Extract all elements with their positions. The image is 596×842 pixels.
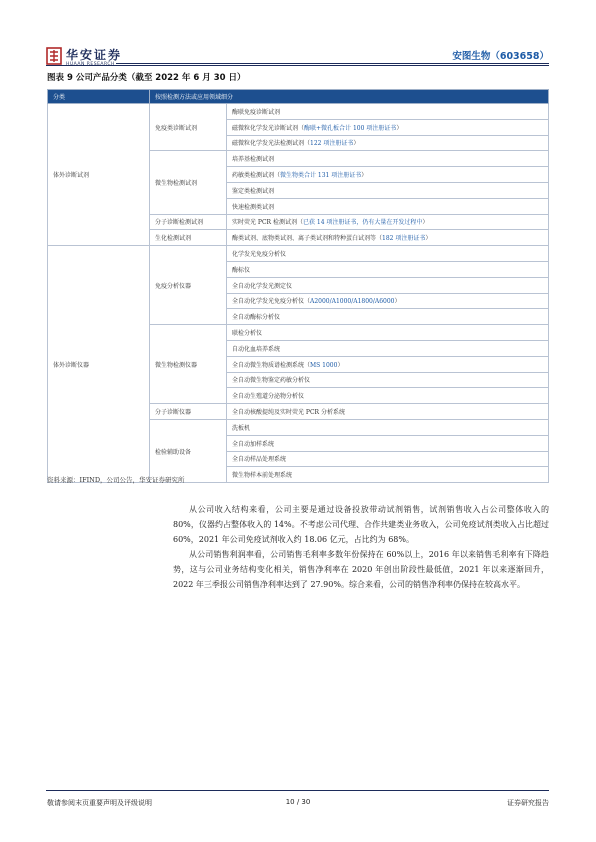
category-cell: 体外诊断仪器 — [48, 246, 150, 483]
company-ticker: 安图生物（603658） — [452, 51, 549, 62]
product-cell: 全自动酶标分析仪 — [227, 309, 549, 325]
subcategory-cell: 免疫类诊断试剂 — [150, 104, 227, 151]
disclaimer-note: 敬请参阅末页重要声明及评级说明 — [47, 799, 152, 807]
table-row — [48, 246, 549, 262]
product-cell: 微生物样本前处理系统 — [227, 467, 549, 483]
product-cell: 鉴定类检测试剂 — [227, 182, 549, 198]
huaan-logo-icon — [46, 47, 62, 65]
product-cell: 酶类试剂、底物类试剂、离子类试剂和特种蛋白试剂等（182 项注册证书） — [227, 230, 549, 246]
product-cell: 洗板机 — [227, 419, 549, 435]
category-cell: 体外诊断试剂 — [48, 104, 150, 246]
subcategory-cell: 分子诊断仪器 — [150, 404, 227, 420]
body-text — [173, 502, 549, 592]
subcategory-cell: 生化检测试剂 — [150, 230, 227, 246]
subcategory-cell: 分子诊断检测试剂 — [150, 214, 227, 230]
product-cell: 全自动核酸提纯及实时荧光 PCR 分析系统 — [227, 404, 549, 420]
product-cell: 药敏类检测试剂（微生物类合计 131 项注册证书） — [227, 167, 549, 183]
header-subdivision: 按照检测方法或应用领域细分 — [150, 90, 549, 104]
product-cell: 实时荧光 PCR 检测试剂（已获 14 项注册证书，仍有大量在开发过程中） — [227, 214, 549, 230]
logo-text: 华安证券 — [66, 48, 123, 62]
product-cell: 化学发光免疫分析仪 — [227, 246, 549, 262]
product-cell: 酶联免疫诊断试剂 — [227, 104, 549, 120]
product-cell: 快速检测类试剂 — [227, 198, 549, 214]
product-cell: 全自动加样系统 — [227, 435, 549, 451]
logo-subtext: HUAAN RESEARCH — [66, 62, 115, 67]
footer-divider — [46, 790, 549, 791]
product-cell: 联检分析仪 — [227, 325, 549, 341]
table-header-row — [48, 90, 549, 104]
product-cell: 全自动生殖道分泌物分析仪 — [227, 388, 549, 404]
paragraph: 从公司销售利润率看，公司销售毛利率多数年份保持在 60%以上，2016 年以来销售毛利率有下降趋势，这与公司业务结构变化相关，销售净利率在 2020 年创出阶段性最低值，2021 年以来逐渐回升，2022 年三季报公司销售净利率达到了 27.90%。综合来看，公司的销售净利率仍保持在较高水平。 — [173, 550, 549, 589]
page-number: 10 / 30 — [285, 798, 311, 806]
product-cell: 酶标仪 — [227, 261, 549, 277]
product-classification-table — [47, 89, 549, 483]
product-cell: 全自动化学发光免疫分析仪（A2000/A1000/A1800/A6000） — [227, 293, 549, 309]
table-caption: 图表 9 公司产品分类（截至 2022 年 6 月 30 日） — [47, 73, 246, 83]
subcategory-cell: 免疫分析仪器 — [150, 246, 227, 325]
table-row — [48, 104, 549, 120]
product-cell: 磁微粒化学发光法检测试剂（122 项注册证书） — [227, 135, 549, 151]
subcategory-cell: 检验辅助设备 — [150, 419, 227, 482]
product-cell: 全自动化学发光测定仪 — [227, 277, 549, 293]
header-divider — [116, 63, 549, 64]
product-cell: 全自动微生物质谱检测系统（MS 1000） — [227, 356, 549, 372]
product-cell: 培养基检测试剂 — [227, 151, 549, 167]
product-cell: 全自动样品处理系统 — [227, 451, 549, 467]
product-cell: 磁微粒化学发光诊断试剂（酶联+微孔板合计 100 项注册证书） — [227, 119, 549, 135]
header-divider-thin — [46, 65, 549, 66]
data-source-note: 资料来源：IFIND，公司公告，华安证券研究所 — [47, 476, 185, 484]
product-cell: 全自动微生物鉴定药敏分析仪 — [227, 372, 549, 388]
subcategory-cell: 微生物检测仪器 — [150, 325, 227, 404]
paragraph: 从公司收入结构来看，公司主要是通过设备投放带动试剂销售，试剂销售收入占公司整体收入的 80%，仪器约占整体收入的 14%。不考虑公司代理、合作共建类业务收入，公司免疫试剂类收入占比超过 60%，2021 年公司免疫试剂收入约 18.06 亿元，占比约为 68%。 — [173, 505, 549, 544]
header-category: 分类 — [48, 90, 150, 104]
subcategory-cell: 微生物检测试剂 — [150, 151, 227, 214]
product-cell: 自动化血培养系统 — [227, 340, 549, 356]
report-type: 证券研究报告 — [507, 799, 549, 807]
